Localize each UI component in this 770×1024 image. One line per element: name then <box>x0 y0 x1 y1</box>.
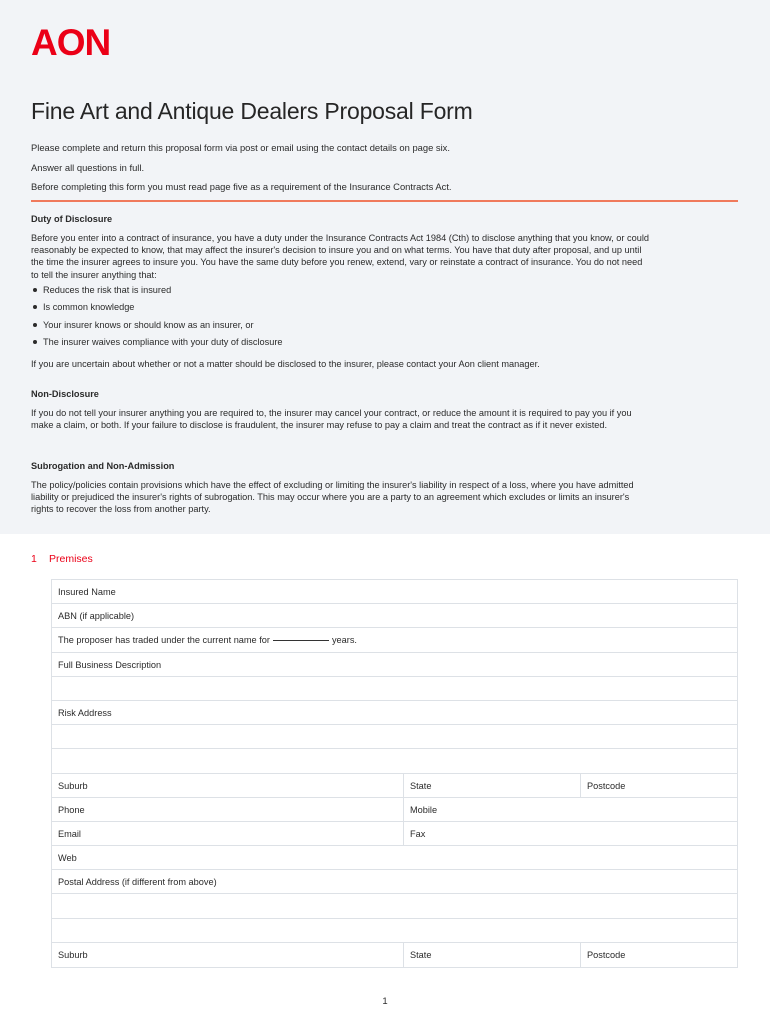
state-field[interactable]: State <box>404 774 581 797</box>
postcode-field[interactable]: Postcode <box>587 780 626 791</box>
premises-form <box>51 579 738 968</box>
page-title: Fine Art and Antique Dealers Proposal Form <box>31 98 473 124</box>
intro-text <box>31 138 452 197</box>
bullet-item: Your insurer knows or should know as an insurer, or <box>33 320 283 337</box>
aon-logo: AON <box>31 22 111 63</box>
subrogation-body: The policy/policies contain provisions which have the effect of excluding or limiting the insurer's liability in respect of a loss, where you have admitted liability or prejudiced the insurer's rights of subrogation. This may occur where you are a party to an agreement which excludes or limits an insurer's rights to recover the loss from another party. <box>31 480 634 515</box>
duty-heading: Duty of Disclosure <box>31 214 113 224</box>
traded-suffix: years. <box>331 635 357 646</box>
bullet-item: The insurer waives compliance with your duty of disclosure <box>33 337 283 354</box>
non-disclosure-heading: Non-Disclosure <box>31 389 99 399</box>
phone-field[interactable]: Phone <box>52 798 404 821</box>
abn-field[interactable]: ABN (if applicable) <box>58 611 135 622</box>
bullet-item: Reduces the risk that is insured <box>33 285 283 302</box>
duty-body: Before you enter into a contract of insurance, you have a duty under the Insurance Contracts Act 1984 (Cth) to disclose anything that you know, or could reasonably be expected to know, that may affect the insurer's decision to insure you and on what terms. You have that duty after proposal, and up until the time the insurer agrees to insure you. You have the same duty before you renew, extend, vary or reinstate a contract of insurance. You do not need to tell the insurer anything that: <box>31 233 649 280</box>
postal-suburb-field[interactable]: Suburb <box>52 943 404 967</box>
duty-of-disclosure-section <box>31 214 651 281</box>
section-premises-title <box>31 553 93 565</box>
risk-address-field[interactable]: Risk Address <box>58 707 112 718</box>
postal-address-line[interactable] <box>52 919 737 942</box>
intro-line: Please complete and return this proposal form via post or email using the contact details on page six. <box>31 142 450 153</box>
intro-line: Answer all questions in full. <box>31 161 145 173</box>
non-disclosure-body: If you do not tell your insurer anything you are required to, the insurer may cancel your contract, or reduce the amount it is required to pay you if you make a claim, or both. If your failure to disclose is fraudulent, the insurer may refuse to pay a claim and treat the contract as if it never existed. <box>31 408 632 431</box>
bullet-item: Is common knowledge <box>33 302 283 319</box>
subrogation-heading: Subrogation and Non-Admission <box>31 461 175 471</box>
intro-line: Before completing this form you must read page five as a requirement of the Insurance Contracts Act. <box>31 181 452 192</box>
web-field[interactable]: Web <box>58 853 77 864</box>
email-field[interactable]: Email <box>52 822 404 845</box>
subrogation-section <box>31 461 651 516</box>
fax-field[interactable]: Fax <box>410 828 426 839</box>
risk-address-line[interactable] <box>52 749 737 772</box>
years-input-line[interactable] <box>273 640 329 641</box>
uncertain-note: If you are uncertain about whether or not a matter should be disclosed to the insurer, please contact your Aon client manager. <box>31 359 540 369</box>
mobile-field[interactable]: Mobile <box>410 804 438 815</box>
traded-years-field[interactable] <box>52 628 737 651</box>
section-number: 1 <box>31 553 37 565</box>
risk-address-line[interactable] <box>52 725 737 748</box>
duty-bullet-list <box>33 285 283 355</box>
business-description-field[interactable]: Full Business Description <box>58 659 162 670</box>
postal-address-line[interactable] <box>52 894 737 917</box>
section-title-text: Premises <box>49 553 93 565</box>
postal-state-field[interactable]: State <box>404 943 581 967</box>
page-number: 1 <box>382 996 388 1007</box>
postal-address-field[interactable]: Postal Address (if different from above) <box>58 877 217 888</box>
insured-name-field[interactable]: Insured Name <box>58 587 116 597</box>
divider <box>31 200 738 202</box>
postal-postcode-field[interactable]: Postcode <box>587 949 626 960</box>
suburb-field[interactable]: Suburb <box>52 774 404 797</box>
non-disclosure-section <box>31 389 651 431</box>
business-description-line[interactable] <box>52 677 737 700</box>
traded-prefix: The proposer has traded under the current name for <box>58 635 270 646</box>
